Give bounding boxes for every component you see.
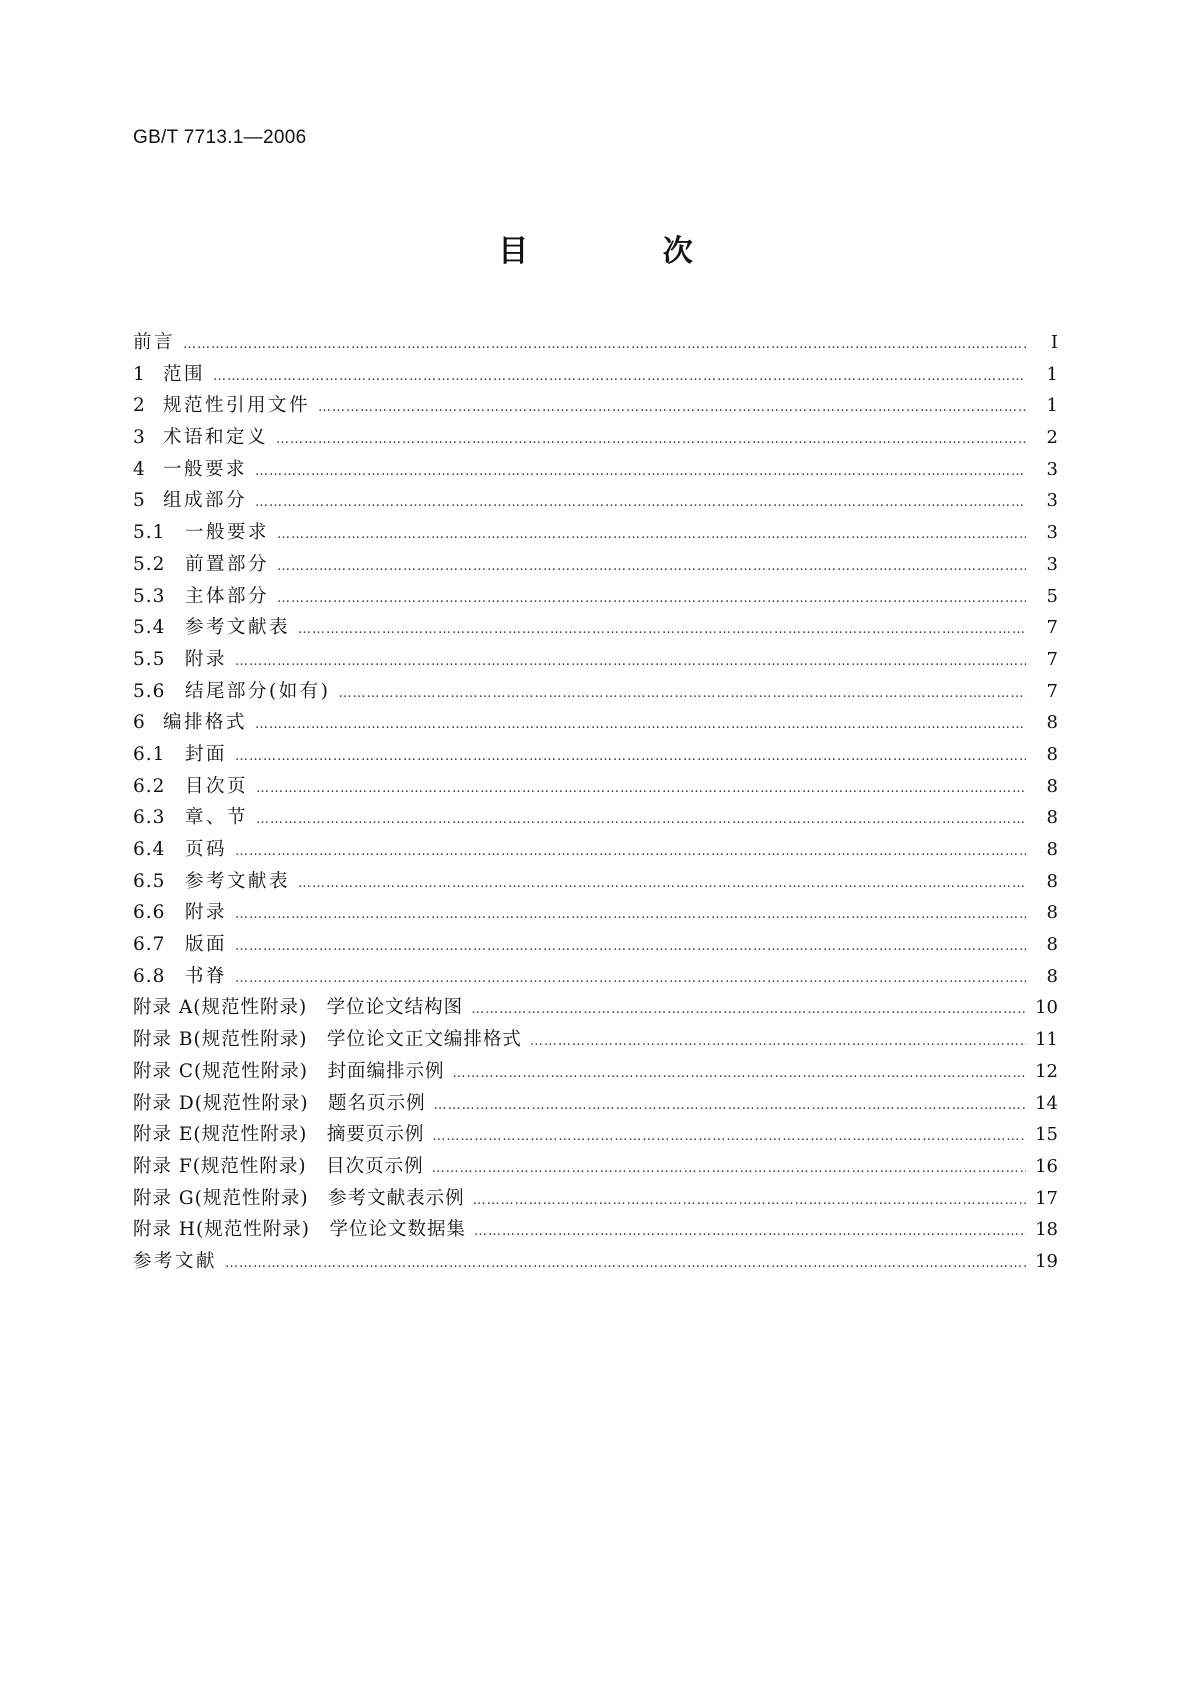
- toc-leader-dots: [471, 1002, 1026, 1017]
- toc-entry-number: 2: [133, 395, 146, 417]
- toc-entry-number: 5.6: [133, 680, 166, 702]
- toc-entry[interactable]: [133, 645, 1058, 677]
- toc-entry-number: 6.6: [133, 902, 166, 924]
- toc-entry-number: 6.5: [133, 870, 166, 892]
- toc-entry-page: 7: [1046, 617, 1058, 639]
- toc-entry-number: 5.3: [133, 585, 166, 607]
- toc-entry-label: 术语和定义: [163, 427, 269, 449]
- toc-entry-page: 8: [1046, 934, 1058, 956]
- toc-entry-label: 前置部分: [185, 553, 270, 575]
- toc-entry-label: 一般要求: [185, 522, 270, 544]
- toc-entry-number: 5.1: [133, 522, 166, 544]
- toc-leader-dots: [473, 1193, 1026, 1208]
- toc-entry-page: 19: [1035, 1250, 1058, 1272]
- toc-entry-label: 页码: [185, 839, 228, 860]
- toc-leader-dots: [235, 907, 1026, 922]
- toc-leader-dots: [213, 369, 1026, 384]
- toc-entry-label: 版面: [185, 934, 228, 956]
- toc-entry-label: 附录 G(规范性附录) 参考文献表示例: [133, 1187, 465, 1209]
- toc-leader-dots: [256, 812, 1026, 827]
- toc-entry-label: 参考文献: [133, 1250, 218, 1272]
- toc-leader-dots: [235, 939, 1026, 954]
- toc-entry-page: 3: [1046, 458, 1058, 480]
- toc-entry-page: 3: [1046, 490, 1058, 512]
- toc-entry-page: 17: [1035, 1187, 1058, 1209]
- toc-entry-number: 3: [133, 427, 146, 449]
- toc-leader-dots: [276, 432, 1026, 447]
- toc-leader-dots: [255, 464, 1026, 479]
- toc-entry-label: 参考文献表: [185, 617, 291, 639]
- toc-entry-label: 参考文献表: [185, 870, 291, 892]
- toc-entry[interactable]: [133, 486, 1058, 518]
- toc-entry[interactable]: [133, 1120, 1058, 1152]
- toc-entry-label: 附录 E(规范性附录) 摘要页示例: [133, 1124, 425, 1146]
- toc-entry-page: Ⅰ: [1050, 332, 1058, 353]
- standard-code: GB/T 7713.1—2006: [133, 127, 307, 148]
- toc-entry[interactable]: [133, 772, 1058, 804]
- toc-leader-dots: [225, 1256, 1026, 1271]
- toc-entry[interactable]: [133, 360, 1058, 392]
- toc-entry-page: 12: [1035, 1060, 1058, 1082]
- toc-entry-number: 6.1: [133, 743, 166, 765]
- toc-leader-dots: [235, 844, 1026, 859]
- toc-entry[interactable]: [133, 582, 1058, 614]
- toc-entry-page: 7: [1046, 680, 1058, 702]
- toc-leader-dots: [338, 686, 1026, 701]
- toc-leader-dots: [256, 781, 1026, 796]
- toc-entry-label: 编排格式: [163, 712, 248, 734]
- toc-entry-page: 14: [1035, 1092, 1058, 1114]
- toc-entry-label: 结尾部分(如有): [185, 680, 331, 702]
- toc-leader-dots: [474, 1224, 1026, 1239]
- toc-entry[interactable]: [133, 930, 1058, 962]
- toc-entry-label: 主体部分: [185, 585, 270, 607]
- toc-leader-dots: [432, 1129, 1026, 1144]
- toc-entry-page: 3: [1046, 522, 1058, 544]
- toc-leader-dots: [183, 337, 1026, 352]
- toc-leader-dots: [235, 654, 1026, 669]
- toc-entry-label: 附录: [185, 648, 228, 670]
- toc-leader-dots: [298, 622, 1026, 637]
- toc-leader-dots: [318, 400, 1026, 415]
- toc-leader-dots: [277, 559, 1026, 574]
- toc-entry-page: 3: [1046, 553, 1058, 575]
- toc-entry-number: 1: [133, 363, 146, 385]
- toc-leader-dots: [432, 1161, 1026, 1176]
- toc-entry-label: 范围: [163, 363, 206, 385]
- toc-entry[interactable]: [133, 391, 1058, 423]
- toc-entry-number: 6.4: [133, 839, 166, 860]
- toc-entry[interactable]: [133, 708, 1058, 740]
- toc-leader-dots: [235, 971, 1026, 986]
- toc-entry-number: 5.5: [133, 648, 166, 670]
- toc-entry[interactable]: [133, 1215, 1058, 1247]
- toc-entry-label: 章、节: [185, 807, 249, 829]
- toc-entry-page: 8: [1046, 902, 1058, 924]
- toc-leader-dots: [452, 1066, 1026, 1081]
- toc-entry-label: 附录 H(规范性附录) 学位论文数据集: [133, 1219, 466, 1241]
- toc-entry-label: 附录 D(规范性附录) 题名页示例: [133, 1092, 426, 1114]
- toc-entry[interactable]: [133, 1089, 1058, 1121]
- toc-entry-label: 目次页: [185, 775, 249, 797]
- toc-leader-dots: [530, 1034, 1026, 1049]
- toc-entry[interactable]: [133, 867, 1058, 899]
- toc-entry-label: 附录 A(规范性附录) 学位论文结构图: [133, 997, 464, 1019]
- toc-entry[interactable]: [133, 1025, 1058, 1057]
- toc-leader-dots: [298, 876, 1026, 891]
- toc-entry-page: 5: [1046, 585, 1058, 607]
- toc-entry-label: 书脊: [185, 965, 228, 987]
- toc-entry-page: 10: [1035, 997, 1058, 1019]
- toc-entry-label: 附录: [185, 902, 228, 924]
- toc-entry[interactable]: [133, 835, 1058, 867]
- toc-entry[interactable]: [133, 455, 1058, 487]
- toc-entry-number: 5.2: [133, 553, 166, 575]
- toc-entry-number: 6.2: [133, 775, 166, 797]
- toc-entry-number: 6: [133, 712, 146, 734]
- toc-entry[interactable]: [133, 962, 1058, 994]
- toc-entry[interactable]: [133, 518, 1058, 550]
- toc-title: 目 次: [498, 234, 755, 269]
- toc-entry-page: 8: [1046, 743, 1058, 765]
- toc-entry-label: 附录 C(规范性附录) 封面编排示例: [133, 1060, 445, 1082]
- toc-entry-page: 15: [1035, 1124, 1058, 1146]
- toc-entry-page: 8: [1046, 712, 1058, 734]
- toc-entry[interactable]: [133, 740, 1058, 772]
- toc-entry-page: 16: [1035, 1155, 1058, 1177]
- toc-entry-page: 18: [1035, 1219, 1058, 1241]
- toc-entry-page: 11: [1035, 1029, 1058, 1051]
- toc-entry-page: 2: [1046, 427, 1058, 449]
- toc-entry-number: 6.3: [133, 807, 166, 829]
- toc-entry-label: 前言: [133, 332, 176, 353]
- toc-entry[interactable]: [133, 550, 1058, 582]
- toc-entry-number: 6.7: [133, 934, 166, 956]
- toc-entry-number: 5.4: [133, 617, 166, 639]
- toc-entry-page: 1: [1046, 363, 1058, 385]
- toc-entry-page: 8: [1046, 870, 1058, 892]
- toc-leader-dots: [277, 591, 1026, 606]
- toc-leader-dots: [255, 717, 1026, 732]
- toc-entry-page: 8: [1046, 775, 1058, 797]
- toc-leader-dots: [277, 527, 1026, 542]
- toc-entry[interactable]: [133, 613, 1058, 645]
- toc-entry[interactable]: [133, 1057, 1058, 1089]
- toc-entry-label: 附录 F(规范性附录) 目次页示例: [133, 1155, 424, 1177]
- toc-entry-label: 一般要求: [163, 458, 248, 480]
- toc-leader-dots: [255, 495, 1026, 510]
- toc-entry-label: 组成部分: [163, 490, 248, 512]
- toc-entry-page: 1: [1046, 395, 1058, 417]
- toc-leader-dots: [434, 1098, 1026, 1113]
- toc-entry[interactable]: [133, 803, 1058, 835]
- toc-entry[interactable]: [133, 328, 1058, 360]
- toc-entry-number: 6.8: [133, 965, 166, 987]
- toc-entry-page: 8: [1046, 965, 1058, 987]
- toc-entry[interactable]: [133, 1152, 1058, 1184]
- toc-entry-label: 规范性引用文件: [163, 395, 311, 417]
- toc-entry-number: 4: [133, 458, 146, 480]
- toc-entry[interactable]: [133, 423, 1058, 455]
- toc-leader-dots: [235, 749, 1026, 764]
- toc-entry-label: 附录 B(规范性附录) 学位论文正文编排格式: [133, 1029, 522, 1051]
- toc-entry[interactable]: [133, 993, 1058, 1025]
- toc-entry[interactable]: [133, 1247, 1058, 1279]
- toc-entry[interactable]: [133, 898, 1058, 930]
- table-of-contents: [133, 328, 1058, 1279]
- toc-entry-page: 8: [1046, 807, 1058, 829]
- toc-entry-label: 封面: [185, 743, 228, 765]
- toc-entry-page: 8: [1046, 839, 1058, 860]
- toc-entry-number: 5: [133, 490, 146, 512]
- toc-entry[interactable]: [133, 677, 1058, 709]
- toc-entry-page: 7: [1046, 648, 1058, 670]
- toc-entry[interactable]: [133, 1184, 1058, 1216]
